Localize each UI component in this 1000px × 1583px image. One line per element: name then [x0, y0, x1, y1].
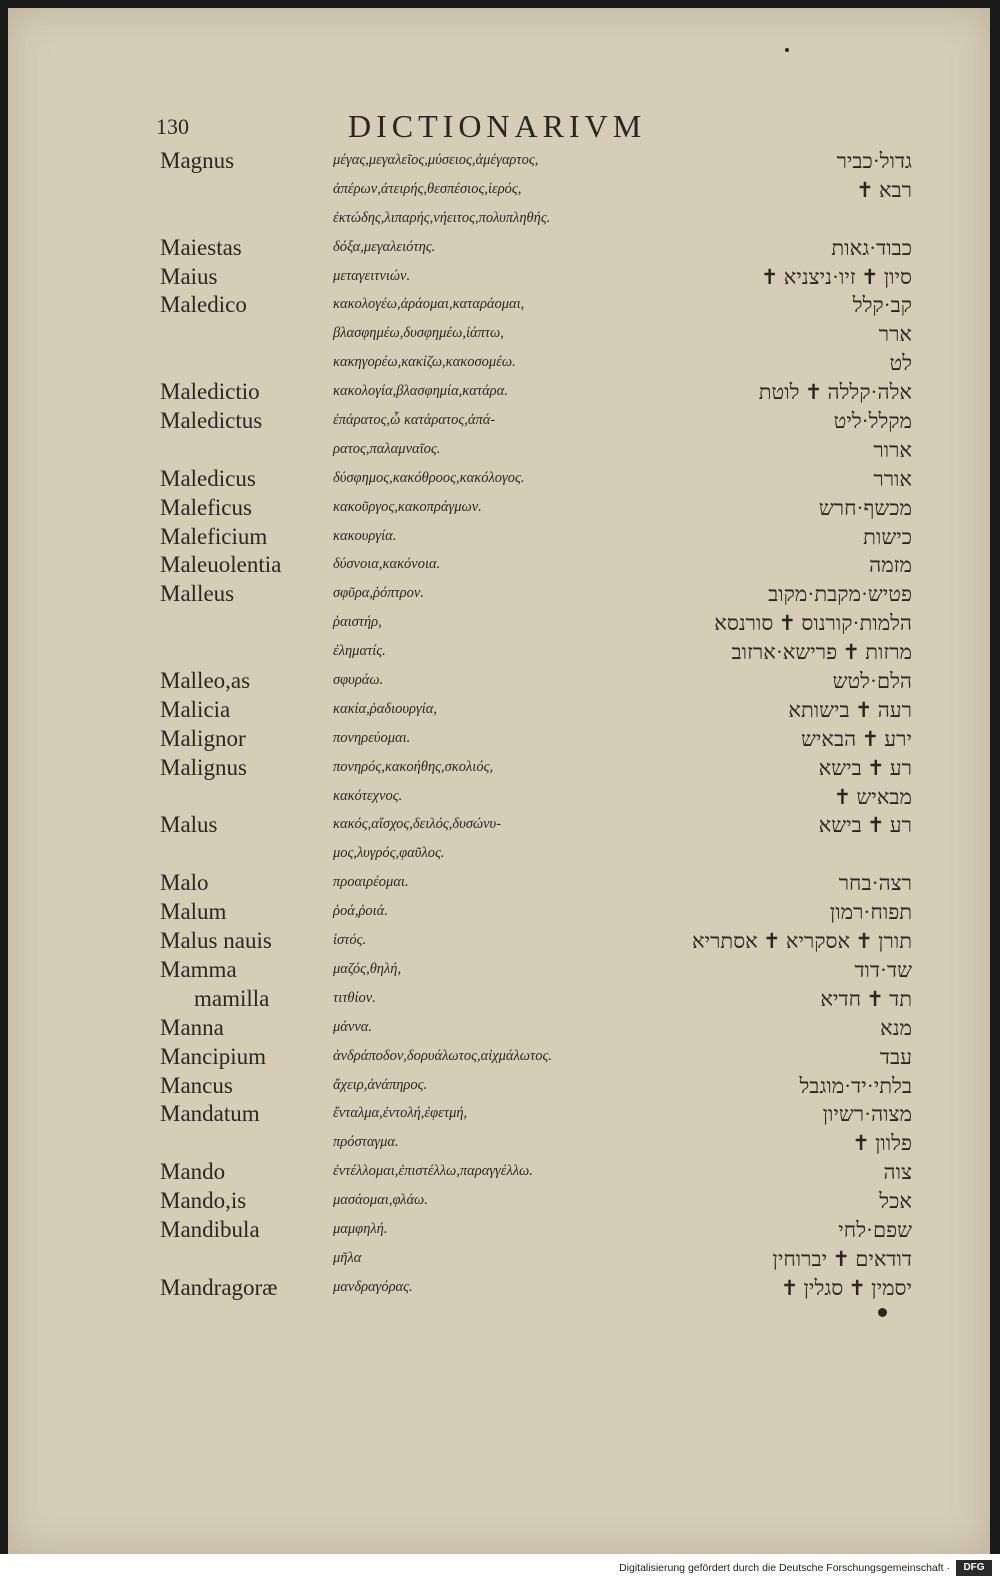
dictionary-entries: [8, 148, 990, 1304]
latin-headword: Mandragoræ: [160, 1274, 278, 1300]
hebrew-translation: צוה: [883, 1160, 912, 1185]
hebrew-translation: רעה ✝ בישותא: [788, 697, 912, 722]
hebrew-translation: גדול·כביר: [836, 149, 912, 173]
greek-translation: ἄχειρ,ἀνάπηρος.: [333, 1076, 428, 1093]
dictionary-entry: [8, 552, 990, 581]
latin-headword: Mandatum: [160, 1101, 260, 1127]
latin-headword: Manna: [160, 1014, 224, 1040]
greek-translation: ἐληματίς.: [333, 643, 386, 660]
latin-headword: Malicia: [160, 696, 231, 722]
latin-headword: Malus: [160, 812, 218, 838]
greek-translation: δύσνοια,κακόνοια.: [333, 556, 441, 573]
dictionary-entry: [8, 1130, 990, 1159]
hebrew-translation: רצה·בחר: [838, 871, 912, 896]
greek-translation: κακία,ῥαδιουργία,: [333, 700, 437, 717]
greek-translation: ῥαιστήρ,: [333, 614, 382, 631]
latin-headword: Maleficus: [160, 494, 252, 520]
hebrew-translation: מרזות ✝ פרישא·ארזוב: [731, 640, 912, 665]
running-title: DICTIONARIVM: [348, 108, 647, 144]
hebrew-translation: עבד: [879, 1044, 912, 1069]
greek-translation: ἱστός.: [333, 932, 367, 949]
dictionary-entry: [8, 1275, 990, 1304]
greek-translation: μῆλα: [333, 1249, 362, 1266]
greek-translation: κακολογέω,ἀράομαι,καταράομαι,: [333, 296, 525, 313]
greek-translation: δύσφημος,κακόθροος,κακόλογος.: [333, 469, 525, 486]
hebrew-translation: מקלל·ליט: [833, 409, 912, 434]
dictionary-entry: [8, 292, 990, 321]
hebrew-translation: מצוה·רשיון: [822, 1102, 912, 1127]
dictionary-entry: [8, 1217, 990, 1246]
greek-translation: ρατος,παλαμναῖος.: [333, 440, 441, 457]
hebrew-translation: רע ✝ בישא: [818, 755, 912, 780]
page-header: [8, 108, 990, 148]
greek-translation: ῥοά,ῥοιά.: [333, 903, 388, 920]
footer-bar: [0, 1554, 1000, 1583]
hebrew-translation: תפוח·רמון: [829, 900, 912, 925]
latin-headword: Mancus: [160, 1072, 233, 1098]
dictionary-entry: [8, 726, 990, 755]
hebrew-translation: הלמות·קורנוס ✝ סורנסא: [714, 611, 912, 636]
dictionary-entry: [8, 755, 990, 784]
greek-translation: ἐκτώδης,λιπαρής,νήειτος,πολυπληθής.: [333, 209, 551, 226]
hebrew-translation: לט: [889, 351, 912, 376]
hebrew-translation: סיון ✝ זיו·ניצניא ✝: [760, 264, 912, 289]
greek-translation: προαιρέομαι.: [333, 874, 409, 891]
dictionary-entry: [8, 466, 990, 495]
hebrew-translation: מכשף·חרש: [818, 495, 912, 520]
latin-headword: Mando,is: [160, 1188, 247, 1214]
dictionary-entry: [8, 581, 990, 610]
dictionary-entry: [8, 784, 990, 813]
greek-translation: ἀνδράποδον,δορυάλωτος,αἰχμάλωτος.: [333, 1047, 552, 1064]
greek-translation: πονηρός,κακοήθης,σκολιός,: [333, 758, 494, 775]
greek-translation: μαμφηλή.: [333, 1220, 388, 1237]
hebrew-translation: כישות: [863, 524, 912, 549]
hebrew-translation: הלם·לטש: [832, 669, 912, 694]
hebrew-translation: אורר: [873, 466, 912, 491]
dictionary-entry: [8, 437, 990, 466]
hebrew-translation: ארור: [873, 437, 912, 462]
book-page: [8, 8, 990, 1554]
dictionary-entry: [8, 1101, 990, 1130]
ink-dot: [878, 1308, 887, 1317]
hebrew-translation: ירע ✝ הבאיש: [801, 726, 912, 751]
hebrew-translation: שד·דוד: [854, 957, 912, 982]
greek-translation: ἐντέλλομαι,ἐπιστέλλω,παραγγέλλω.: [333, 1163, 533, 1180]
dictionary-entry: [8, 206, 990, 235]
dictionary-entry: [8, 1188, 990, 1217]
hebrew-translation: פלוון ✝: [852, 1131, 912, 1156]
dictionary-entry: [8, 321, 990, 350]
dictionary-entry: [8, 957, 990, 986]
hebrew-translation: דודאים ✝ יברוחין: [772, 1246, 912, 1271]
greek-translation: μος,λυγρός,φαῦλος.: [333, 845, 445, 862]
latin-headword: Malignus: [160, 754, 247, 780]
dictionary-entry: [8, 1015, 990, 1044]
latin-headword: Maledicus: [160, 465, 256, 491]
hebrew-translation: קב·קלל: [852, 293, 912, 318]
latin-headword: Malo: [160, 870, 209, 896]
hebrew-translation: אכל: [879, 1189, 912, 1214]
dictionary-entry: [8, 1073, 990, 1102]
ink-dot: [785, 48, 789, 52]
dictionary-entry: [8, 1159, 990, 1188]
hebrew-translation: כבוד·גאות: [831, 235, 912, 260]
latin-headword: Maledictus: [160, 408, 263, 434]
dictionary-entry: [8, 495, 990, 524]
dictionary-entry: [8, 524, 990, 553]
greek-translation: τιτθίον.: [333, 989, 376, 1006]
dictionary-entry: [8, 639, 990, 668]
hebrew-translation: יסמין ✝ סגלין ✝: [780, 1275, 912, 1300]
greek-translation: σφῦρα,ῥόπτρον.: [333, 585, 424, 602]
hebrew-translation: תורן ✝ אסקריא ✝ אסתריא: [691, 929, 912, 954]
greek-translation: δόξα,μεγαλειότης.: [333, 238, 436, 255]
dictionary-entry: [8, 610, 990, 639]
dictionary-entry: [8, 350, 990, 379]
dictionary-entry: [8, 870, 990, 899]
hebrew-translation: מבאיש ✝: [833, 784, 912, 809]
dictionary-entry: [8, 986, 990, 1015]
hebrew-translation: מזמה: [869, 553, 912, 578]
greek-translation: κακολογία,βλασφημία,κατάρα.: [333, 383, 508, 400]
greek-translation: ἐπάρατος,ὦ κατάρατος,ἀπά-: [333, 412, 496, 429]
greek-translation: βλασφημέω,δυσφημέω,ἰάπτω,: [333, 325, 504, 342]
hebrew-translation: רבא ✝: [856, 177, 912, 202]
hebrew-translation: ארר: [878, 322, 912, 347]
dictionary-entry: [8, 264, 990, 293]
hebrew-translation: אלה·קללה ✝ לוטת: [758, 380, 912, 405]
greek-translation: μεταγειτνιών.: [333, 267, 411, 284]
hebrew-translation: בלתי·יד·מוגבל: [799, 1073, 912, 1098]
dictionary-entry: [8, 177, 990, 206]
dictionary-entry: [8, 1044, 990, 1073]
hebrew-translation: פטיש·מקבת·מקוב: [768, 582, 912, 607]
dictionary-entry: [8, 408, 990, 437]
greek-translation: κακηγορέω,κακίζω,κακοσομέω.: [333, 354, 516, 371]
dfg-logo: DFG: [956, 1560, 992, 1576]
dictionary-entry: [8, 841, 990, 870]
greek-translation: ἀπέρων,ἀτειρής,θεσπέσιος,ἱερός,: [333, 180, 522, 197]
greek-translation: μαζός,θηλή,: [333, 960, 402, 977]
dictionary-entry: [8, 697, 990, 726]
greek-translation: μανδραγόρας.: [333, 1278, 413, 1295]
latin-headword: Mandibula: [160, 1216, 260, 1242]
greek-translation: ἔνταλμα,ἐντολή,ἐφετμή,: [333, 1105, 468, 1122]
dictionary-entry: [8, 668, 990, 697]
latin-headword: Malum: [160, 899, 227, 925]
greek-translation: κακοῦργος,κακοπράγμων.: [333, 498, 482, 515]
dictionary-entry: [8, 235, 990, 264]
greek-translation: κακουργία.: [333, 527, 397, 544]
latin-headword: Maius: [160, 263, 218, 289]
latin-headword: Malus nauis: [160, 928, 272, 954]
hebrew-translation: מנא: [880, 1015, 912, 1040]
dictionary-entry: [8, 1246, 990, 1275]
greek-translation: κακός,αἴσχος,δειλός,δυσώνυ-: [333, 816, 502, 833]
latin-headword: Mancipium: [160, 1043, 267, 1069]
hebrew-translation: תד ✝ חדיא: [820, 986, 912, 1011]
greek-translation: μάννα.: [333, 1018, 372, 1035]
hebrew-translation: שפם·לחי: [838, 1217, 912, 1242]
dictionary-entry: [8, 812, 990, 841]
greek-translation: μέγας,μεγαλεῖος,μύσειος,ἀμέγαρτος,: [333, 152, 539, 168]
latin-headword: Magnus: [160, 148, 235, 173]
greek-translation: μασάομαι,φλάω.: [333, 1192, 428, 1209]
latin-headword: Mando: [160, 1159, 226, 1185]
page-number: 130: [156, 114, 189, 139]
latin-headword: Maleuolentia: [160, 552, 282, 578]
dictionary-entry: [8, 148, 990, 177]
latin-headword: Mamma: [160, 956, 237, 982]
hebrew-translation: רע ✝ בישא: [818, 813, 912, 838]
latin-headword: Maleficium: [160, 523, 268, 549]
dictionary-entry: [8, 379, 990, 408]
latin-headword: Maledictio: [160, 379, 260, 405]
dictionary-entry: [8, 928, 990, 957]
dictionary-entry: [8, 899, 990, 928]
greek-translation: πρόσταγμα.: [333, 1134, 399, 1151]
latin-headword: Maiestas: [160, 234, 242, 260]
latin-headword: mamilla: [194, 985, 270, 1011]
greek-translation: πονηρεύομαι.: [333, 729, 411, 746]
latin-headword: Malleus: [160, 581, 235, 607]
greek-translation: σφυράω.: [333, 672, 384, 689]
footer-credit: Digitalisierung gefördert durch die Deutsche Forschungsgemeinschaft ·: [619, 1562, 950, 1574]
latin-headword: Malleo,as: [160, 668, 251, 694]
latin-headword: Maledico: [160, 292, 247, 318]
greek-translation: κακότεχνος.: [333, 787, 403, 804]
latin-headword: Malignor: [160, 725, 246, 751]
